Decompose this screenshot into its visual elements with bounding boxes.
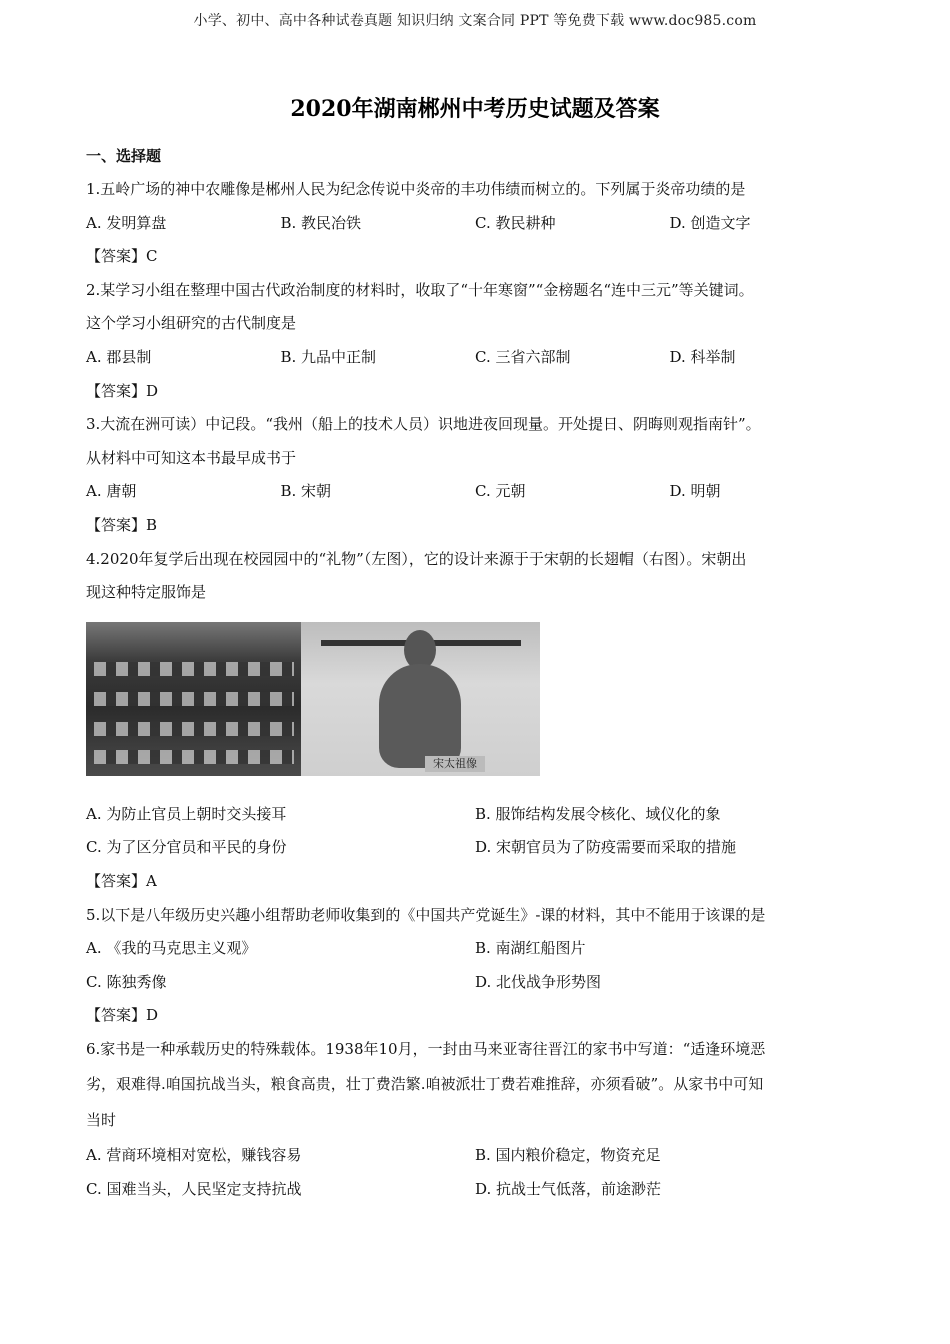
question-2-option-b: B. 九品中正制: [280, 347, 377, 366]
desk-row: [94, 662, 294, 676]
question-6-stem: 6.家书是一种承载历史的特殊载体。1938年10月，一封由马来亚寄往晋江的家书中写道：“适逢环境恶: [86, 1039, 766, 1058]
question-1-answer: 【答案】C: [86, 247, 158, 266]
question-5-stem: 5.以下是八年级历史兴趣小组帮助老师收集到的《中国共产党诞生》-课的材料，其中不能用于该课的是: [86, 905, 766, 924]
question-4-options-row-1: [86, 802, 876, 836]
question-1-option-d: D. 创造文字: [669, 213, 751, 232]
question-5-option-b: B. 南湖红船图片: [475, 939, 586, 958]
question-4-answer: 【答案】A: [86, 871, 157, 890]
question-4-stem-cont: 现这种特定服饰是: [86, 583, 207, 602]
question-6-stem-end: 当时: [86, 1110, 117, 1129]
question-1-stem: 1.五岭广场的神中农雕像是郴州人民为纪念传说中炎帝的丰功伟绩而树立的。下列属于炎帝功绩的是: [86, 180, 746, 198]
desk-row: [94, 722, 294, 736]
question-4-options-row-2: [86, 835, 876, 869]
question-3-option-d: D. 明朝: [669, 482, 721, 501]
question-4-option-a: A. 为防止官员上朝时交头接耳: [86, 804, 287, 823]
question-2-option-a: A. 郡县制: [86, 347, 152, 366]
question-3-option-a: A. 唐朝: [86, 482, 137, 501]
question-2-stem: 2.某学习小组在整理中国古代政治制度的材料时，收取了“十年寒窗”“金榜题名“连中三元”等关键词。: [86, 280, 754, 299]
question-6-option-a: A. 营商环境相对宽松，赚钱容易: [86, 1146, 302, 1165]
page-header: 小学、初中、高中各种试卷真题 知识归纳 文案合同 PPT 等免费下载 www.doc985.com: [193, 13, 757, 29]
question-6-stem-cont: 劣，艰难得.咱国抗战当头，粮食高贵，壮丁费浩繁.咱被派壮丁费若难推辞，亦须看破”。从家书中可知: [86, 1075, 764, 1094]
question-4-option-c: C. 为了区分官员和平民的身份: [86, 838, 287, 857]
question-2-answer: 【答案】D: [86, 381, 159, 400]
question-6-options-row-1: [86, 1143, 876, 1177]
question-4-stem: 4.2020年复学后出现在校园园中的“礼物”（左图），它的设计来源于于宋朝的长翅帽（右图）。宋朝出: [86, 549, 747, 568]
question-1-option-b: B. 教民冶铁: [280, 213, 362, 232]
question-1-option-c: C. 教民耕种: [475, 213, 556, 232]
question-3-stem: 3.大流在洲可读）中记段。“我州（船上的技术人员）识地进夜回现量。开处提日、阴晦则观指南针”。: [86, 415, 761, 434]
question-3-answer: 【答案】B: [86, 515, 158, 534]
portrait-caption: 宋太祖像: [425, 756, 485, 772]
question-5-option-a: A. 《我的马克思主义观》: [86, 939, 257, 958]
question-2-option-d: D. 科举制: [669, 347, 736, 366]
question-5-answer: 【答案】D: [86, 1006, 159, 1025]
question-4-figure: [86, 622, 540, 776]
question-2-option-c: C. 三省六部制: [475, 347, 571, 366]
question-6-options-row-2: [86, 1177, 876, 1211]
song-emperor-portrait: [301, 622, 540, 776]
question-5-options-row-2: [86, 970, 876, 1004]
question-1-option-a: A. 发明算盘: [86, 213, 167, 232]
question-5-option-c: C. 陈独秀像: [86, 972, 167, 991]
question-6-option-c: C. 国难当头，人民坚定支持抗战: [86, 1179, 302, 1198]
question-3-option-b: B. 宋朝: [280, 482, 332, 501]
desk-row: [94, 692, 294, 706]
question-4-option-d: D. 宋朝官员为了防疫需要而采取的措施: [475, 838, 737, 857]
question-6-option-b: B. 国内粮价稳定，物资充足: [475, 1146, 661, 1165]
question-2-stem-cont: 这个学习小组研究的古代制度是: [86, 314, 297, 333]
question-3-stem-cont: 从材料中可知这本书最早成书于: [86, 448, 297, 467]
document-body: [86, 144, 876, 1211]
question-5-options-row-1: [86, 936, 876, 970]
section-title: 一、选择题: [86, 147, 162, 165]
question-3-option-c: C. 元朝: [475, 482, 526, 501]
question-4-option-b: B. 服饰结构发展令核化、域仪化的象: [475, 804, 721, 823]
desk-row: [94, 750, 294, 764]
question-3-options: [86, 479, 876, 513]
portrait-robe: [379, 664, 461, 768]
question-5-option-d: D. 北伐战争形势图: [475, 972, 602, 991]
page-title: 2020年湖南郴州中考历史试题及答案: [290, 96, 660, 122]
question-2-options: [86, 345, 876, 379]
question-6-option-d: D. 抗战士气低落，前途渺茫: [475, 1179, 662, 1198]
classroom-photo: [86, 622, 301, 776]
question-1-options: [86, 211, 876, 245]
